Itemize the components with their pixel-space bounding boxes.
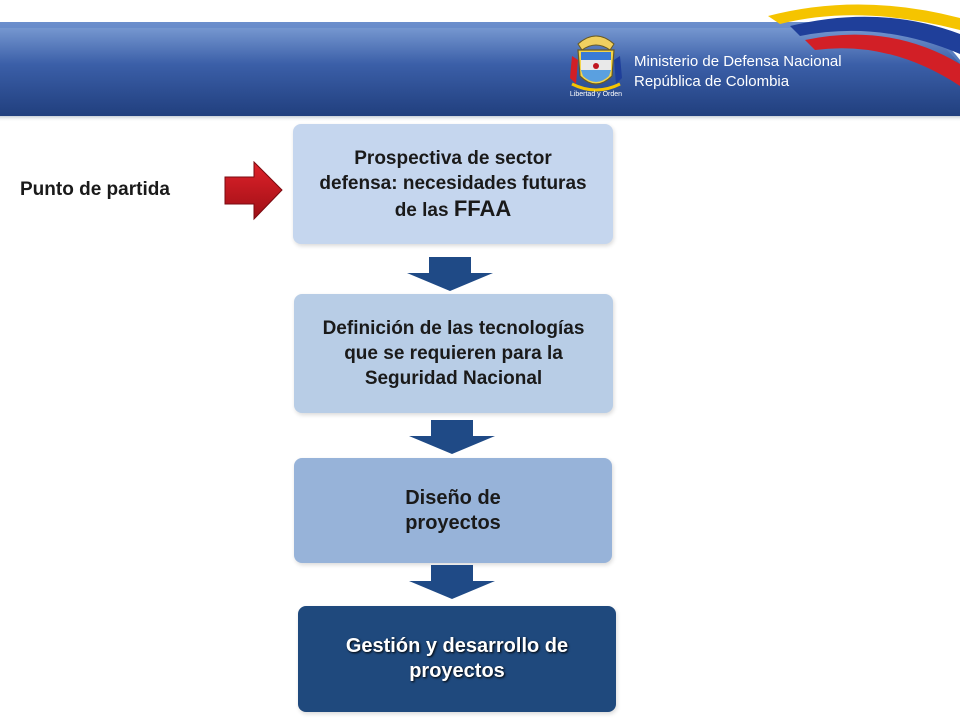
step-prospectiva-emphasis: FFAA	[453, 195, 512, 221]
step-diseno-text: Diseño de proyectos	[405, 486, 501, 534]
step-diseno	[294, 458, 612, 563]
step-prospectiva-main: Prospectiva de sector defensa: necesidades futuras de las	[319, 147, 587, 221]
ministry-name: Ministerio de Defensa Nacional	[634, 53, 842, 70]
step-definicion	[294, 294, 613, 413]
down-arrow-icon	[407, 565, 497, 599]
step-definicion-text: Definición de las tecnologías que se requieren para la Seguridad Nacional	[322, 318, 585, 389]
header-banner	[0, 0, 960, 122]
start-arrow-icon	[224, 161, 284, 221]
country-name: República de Colombia	[634, 73, 790, 90]
step-prospectiva	[293, 124, 613, 244]
motto-text: Libertad y Orden	[569, 91, 623, 98]
down-arrow-icon	[405, 257, 495, 291]
step-prospectiva-text	[293, 146, 613, 223]
step-gestion	[298, 606, 616, 712]
step-gestion-text: Gestión y desarrollo de proyectos	[345, 635, 569, 682]
down-arrow-icon	[407, 420, 497, 454]
start-label: Punto de partida	[20, 179, 170, 200]
